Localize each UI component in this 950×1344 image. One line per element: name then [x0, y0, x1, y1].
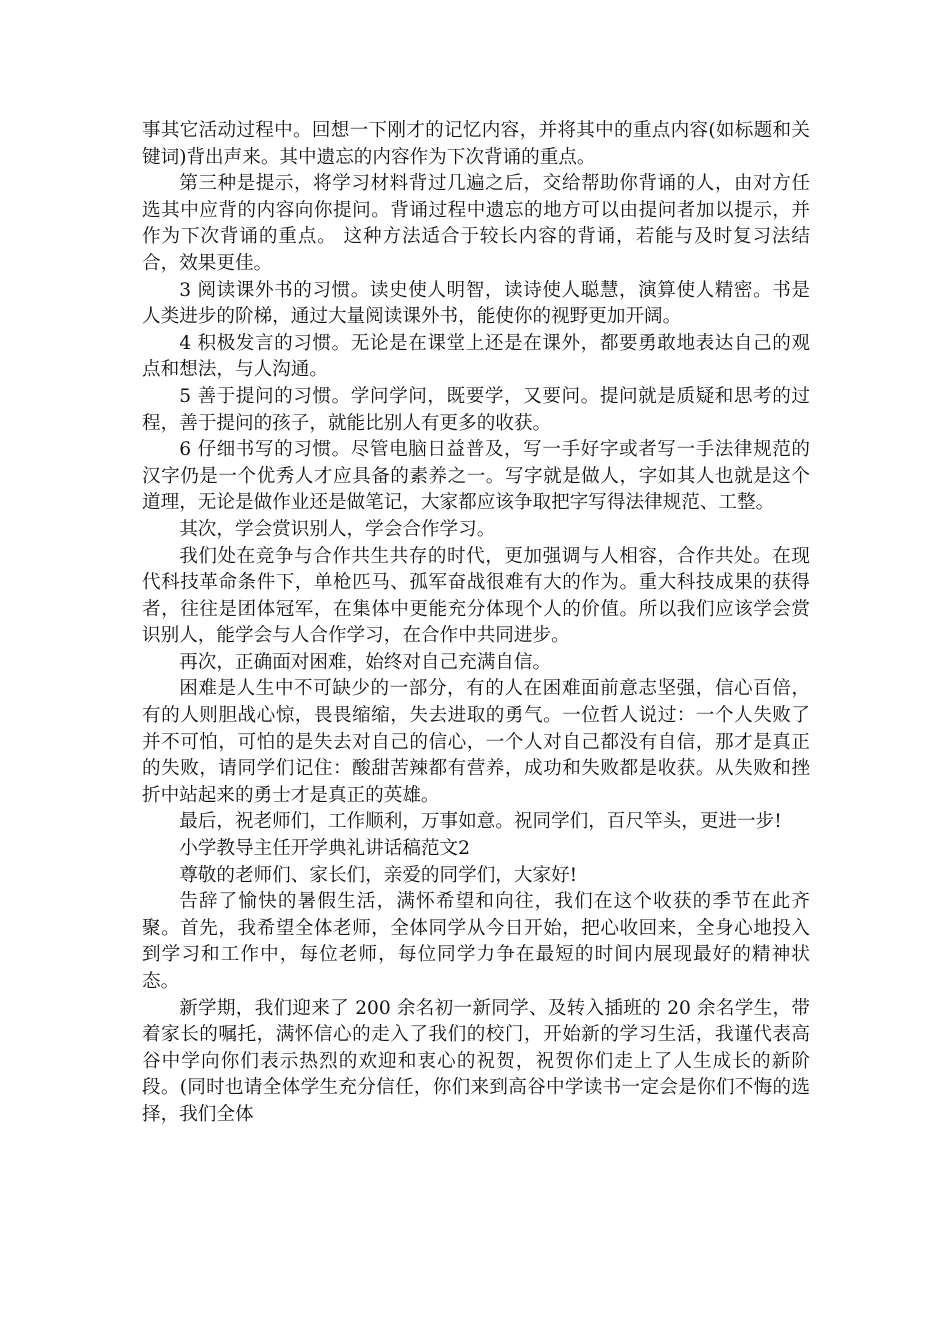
- paragraph: 再次，正确面对困难，始终对自己充满自信。: [179, 651, 552, 673]
- paragraph: 困难是人生中不可缺少的一部分，有的人在困难面前意志坚强，信心百倍，有的人则胆战心惊，畏畏缩缩，失去进取的勇气。一位哲人说过：一个人失败了并不可怕，可怕的是失去对自己的信心，一个人对自己都没有自信，那才是真正的失败，请同学们记住：酸甜苦辣都有营养，成功和失败都是收获。从失败和挫折中站起来的勇士才是真正的英雄。: [142, 678, 810, 806]
- paragraph: 尊敬的老师们、家长们，亲爱的同学们，大家好!: [179, 864, 578, 886]
- paragraph: 5 善于提问的习惯。学问学问，既要学，又要问。提问就是质疑和思考的过程，善于提问的孩子，就能比别人有更多的收获。: [142, 385, 810, 434]
- paragraph: 其次，学会赏识别人，学会合作学习。: [179, 518, 496, 540]
- paragraph: 我们处在竞争与合作共生共存的时代，更加强调与人相容，合作共处。在现代科技革命条件下，单枪匹马、孤军奋战很难有大的作为。重大科技成果的获得者，往往是团体冠军，在集体中更能充分体现个人的价值。所以我们应该学会赏识别人，能学会与人合作学习，在合作中共同进步。: [142, 545, 810, 647]
- paragraph: 事其它活动过程中。回想一下刚才的记忆内容，并将其中的重点内容(如标题和关键词)背出声来。其中遗忘的内容作为下次背诵的重点。: [142, 120, 810, 168]
- paragraph: 第三种是提示，将学习材料背过几遍之后，交给帮助你背诵的人，由对方任选其中应背的内容向你提问。背诵过程中遗忘的地方可以由提问者加以提示，并作为下次背诵的重点。 这种方法适合于较长内容的背诵，若能与及时复习法结合，效果更佳。: [142, 173, 810, 274]
- paragraph: 新学期，我们迎来了 200 余名初一新同学、及转入插班的 20 余名学生，带着家长的嘱托，满怀信心的走入了我们的校门，开始新的学习生活，我谨代表高谷中学向你们表示热烈的欢迎和衷心的祝贺，祝贺你们走上了人生成长的新阶段。(同时也请全体学生充分信任，你们来到高谷中学读书一定会是你们不悔的选择，我们全体: [142, 997, 810, 1125]
- paragraph: 3 阅读课外书的习惯。读史使人明智，读诗使人聪慧，演算使人精密。书是人类进步的阶梯，通过大量阅读课外书，能使你的视野更加开阔。: [142, 279, 810, 328]
- section-title: 小学教导主任开学典礼讲话稿范文2: [179, 838, 470, 860]
- document-page: [142, 118, 810, 1129]
- paragraph: 4 积极发言的习惯。无论是在课堂上还是在课外，都要勇敢地表达自己的观点和想法，与人沟通。: [142, 332, 810, 381]
- paragraph: 告辞了愉快的暑假生活，满怀希望和向往，我们在这个收获的季节在此齐聚。首先，我希望全体老师，全体同学从今日开始，把心收回来，全身心地投入到学习和工作中，每位老师，每位同学力争在最短的时间内展现最好的精神状态。: [142, 891, 810, 992]
- paragraph: 最后，祝老师们，工作顺利，万事如意。祝同学们，百尺竿头，更进一步!: [179, 811, 782, 833]
- paragraph: 6 仔细书写的习惯。尽管电脑日益普及，写一手好字或者写一手法律规范的汉字仍是一个优秀人才应具备的素养之一。写字就是做人，字如其人也就是这个道理，无论是做作业还是做笔记，大家都应该争取把字写得法律规范、工整。: [142, 439, 810, 514]
